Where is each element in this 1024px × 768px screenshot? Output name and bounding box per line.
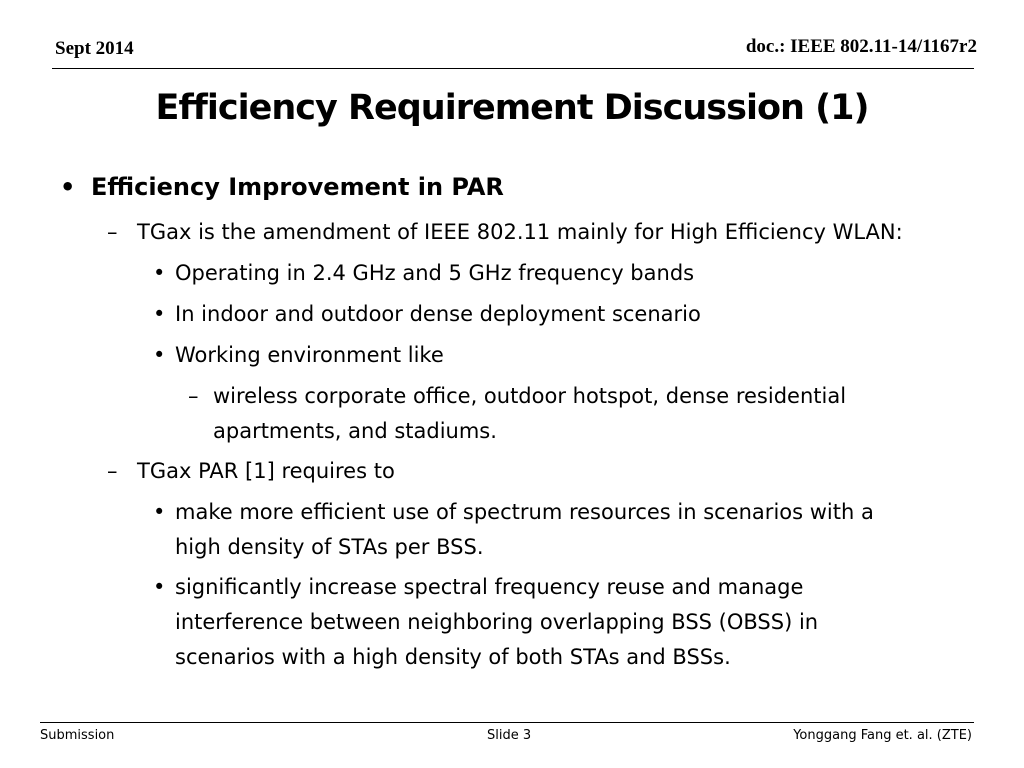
dash-marker: – <box>107 220 118 244</box>
bullet-efficiency-improvement: Efficiency Improvement in PAR <box>91 173 504 201</box>
header-date: Sept 2014 <box>55 38 134 59</box>
bullet-dense-deployment: In indoor and outdoor dense deployment scenario <box>175 302 701 326</box>
footer-divider <box>40 722 974 723</box>
bullet-operating-bands: Operating in 2.4 GHz and 5 GHz frequency bands <box>175 261 695 285</box>
bullet-working-environment: Working environment like <box>175 343 444 367</box>
bullet-spectrum-use-line1: make more efficient use of spectrum resources in scenarios with a <box>175 500 874 524</box>
dash-marker: – <box>107 459 118 483</box>
bullet-marker: • <box>153 500 166 524</box>
footer-slide-number: Slide 3 <box>487 728 532 743</box>
bullet-environments-line1: wireless corporate office, outdoor hotspot, dense residential <box>213 384 847 408</box>
header-divider <box>52 68 974 69</box>
bullet-marker: • <box>153 343 166 367</box>
bullet-marker: • <box>153 302 166 326</box>
bullet-marker: • <box>153 575 166 599</box>
bullet-marker: • <box>60 173 76 201</box>
bullet-frequency-reuse-line2: interference between neighboring overlapping BSS (OBSS) in <box>175 610 819 634</box>
bullet-frequency-reuse-line3: scenarios with a high density of both STAs and BSSs. <box>175 645 731 669</box>
bullet-tgax-par: TGax PAR [1] requires to <box>137 459 395 483</box>
footer-authors: Yonggang Fang et. al. (ZTE) <box>793 728 972 743</box>
bullet-frequency-reuse-line1: significantly increase spectral frequency reuse and manage <box>175 575 804 599</box>
bullet-environments-line2: apartments, and stadiums. <box>213 419 497 443</box>
bullet-tgax-amendment: TGax is the amendment of IEEE 802.11 mainly for High Efficiency WLAN: <box>137 220 903 244</box>
bullet-spectrum-use-line2: high density of STAs per BSS. <box>175 535 484 559</box>
footer-submission: Submission <box>40 728 115 743</box>
slide-title: Efficiency Requirement Discussion (1) <box>155 88 869 128</box>
bullet-marker: • <box>153 261 166 285</box>
dash-marker: – <box>188 384 199 408</box>
header-doc-id: doc.: IEEE 802.11-14/1167r2 <box>745 36 977 57</box>
